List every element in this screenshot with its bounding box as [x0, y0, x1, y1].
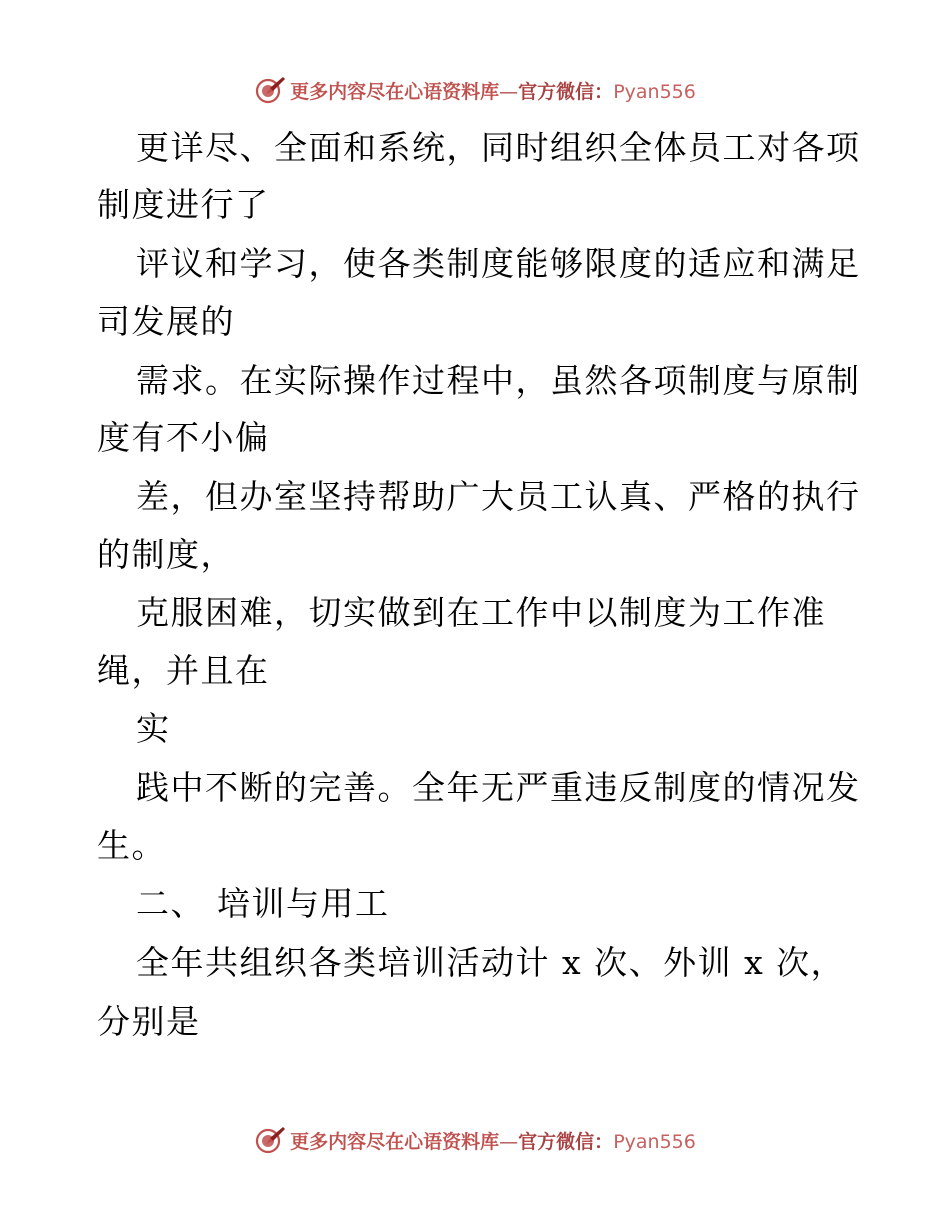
- footer-banner: [0, 1120, 950, 1160]
- banner-wechat-label: 官方微信：: [518, 80, 614, 103]
- body-line: 司发展的: [97, 302, 235, 341]
- body-line: 差，但办室坚持帮助广大员工认真、严格的执行: [136, 477, 861, 516]
- body-line: 生。: [97, 826, 166, 865]
- section-heading: 二、 培训与用工: [136, 884, 390, 923]
- banner-wechat-id: Pyan556: [613, 80, 696, 103]
- body-line: 分别是: [97, 1002, 201, 1041]
- body-line: 制度进行了: [97, 185, 270, 224]
- banner-text: [290, 1127, 696, 1154]
- pen-nib-circle-icon: [254, 1124, 286, 1156]
- banner-title: 更多内容尽在心语资料库: [290, 80, 500, 103]
- body-line: 绳，并且在: [97, 651, 270, 690]
- body-line: 需求。在实际操作过程中，虽然各项制度与原制: [136, 361, 861, 400]
- banner-wechat-id: Pyan556: [613, 1130, 696, 1153]
- body-line: 实: [136, 709, 171, 748]
- body-line: 度有不小偏: [97, 418, 270, 457]
- body-line: 全年共组织各类培训活动计 x 次、外训 x 次，: [136, 943, 846, 982]
- banner-wechat-label: 官方微信：: [518, 1130, 614, 1153]
- banner-title: 更多内容尽在心语资料库: [290, 1130, 500, 1153]
- body-line: 评议和学习，使各类制度能够限度的适应和满足: [136, 244, 861, 283]
- body-line: 克服困难，切实做到在工作中以制度为工作准: [136, 593, 826, 632]
- body-line: 更详尽、全面和系统，同时组织全体员工对各项: [136, 128, 861, 167]
- banner-dash: —: [499, 1130, 519, 1153]
- body-line: 践中不断的完善。全年无严重违反制度的情况发: [136, 768, 861, 807]
- banner-dash: —: [499, 80, 519, 103]
- body-line: 的制度，: [97, 535, 235, 574]
